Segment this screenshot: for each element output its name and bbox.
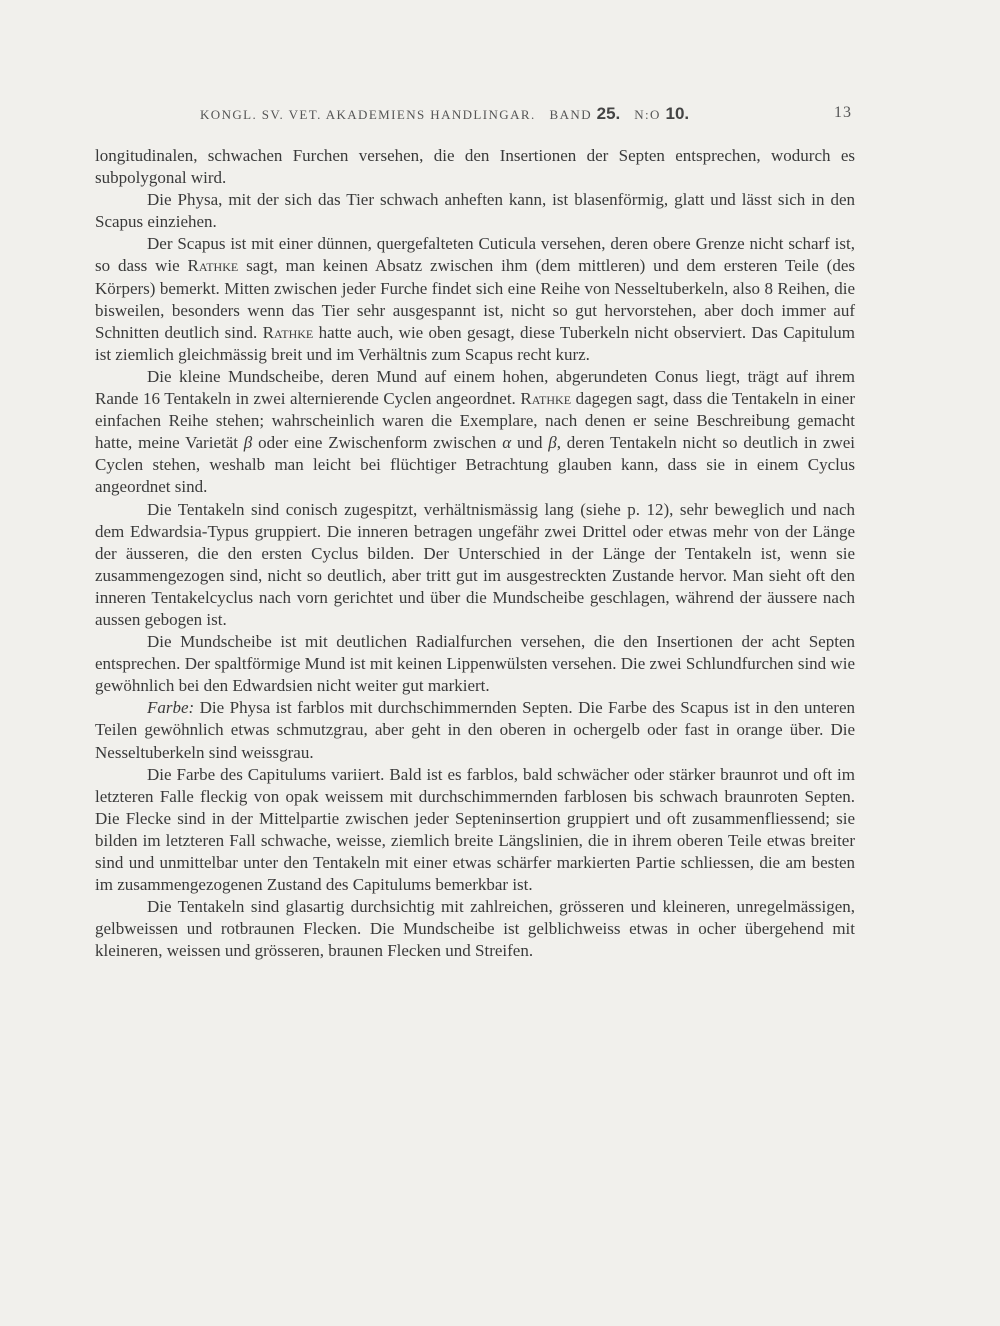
paragraph: Die Mundscheibe ist mit deutlichen Radialfurchen versehen, die den Insertionen der acht Septen entsprechen. Der spaltförmige Mund ist mit keinen Lippenwülsten versehen. Die zwei Schlundfurchen sind wie gewöhnlich bei den Edwardsien nicht weiter gut markiert. (95, 632, 855, 696)
author-name: Rathke (262, 322, 314, 342)
greek-letter: β (243, 433, 253, 453)
journal-title: KONGL. SV. VET. AKADEMIENS HANDLINGAR. (200, 107, 536, 122)
band-number: 25. (596, 104, 621, 123)
paragraph: Die kleine Mundscheibe, deren Mund auf einem hohen, abgerundeten Conus liegt, trägt auf ihrem Rande 16 Tentakeln in zwei alternierende Cyclen angeordnet. Rathke dagegen sagt, dass die Tentakeln in einer einfachen Reihe stehen; wahrscheinlich waren die Exemplare, nach denen er seine Beschreibung gemacht hatte, meine Varietät β oder eine Zwischenform zwischen α und β, deren Tentakeln nicht so deutlich in zwei Cyclen stehen, weshalb man leicht bei flüchtiger Betrachtung glauben kann, dass sie in einem Cyclus angeordnet sind. (95, 366, 855, 497)
page-number: 13 (834, 104, 852, 121)
greek-letter: β (548, 433, 557, 453)
paragraph: Farbe: Die Physa ist farblos mit durchschimmernden Septen. Die Farbe des Scapus ist in den unteren Teilen gewöhnlich etwas schmutzgrau, aber geht in den oberen in ochergelb oder fast in orange über. Die Nesseltuberkeln sind weissgrau. (95, 698, 855, 762)
paragraph: Die Physa, mit der sich das Tier schwach anheften kann, ist blasenförmig, glatt und lässt sich in den Scapus einziehen. (95, 190, 855, 232)
author-name: Rathke (520, 389, 572, 409)
running-header (200, 104, 860, 124)
paragraph: Die Farbe des Capitulums variiert. Bald ist es farblos, bald schwächer oder stärker braunrot und oft im letzteren Falle fleckig von opak weissem mit durchschimmernden farblosen bis schwach braunroten Septen. Die Flecke sind in der Mittelpartie zwischen jeder Septeninsertion gruppiert und oft zusammenfliessend; sie bilden im letzteren Fall schwache, weisse, ziemlich breite Längslinien, die in ihrem oberen Teile etwas breiter sind und unmittelbar unter den Tentakeln mit einer etwas schärfer markierten Partie schliessen, die am besten im zusammengezogenen Zustand des Capitulums bemerkbar ist. (95, 764, 855, 895)
issue-number: 10. (665, 104, 690, 123)
paragraph: longitudinalen, schwachen Furchen versehen, die den Insertionen der Septen entsprechen, wodurch es subpolygonal wird. (95, 146, 855, 188)
body-text (95, 145, 855, 962)
greek-letter: α (502, 433, 512, 453)
author-name: Rathke (187, 256, 239, 276)
band-label: BAND (549, 107, 592, 122)
paragraph: Der Scapus ist mit einer dünnen, quergefalteten Cuticula versehen, deren obere Grenze nicht scharf ist, so dass wie Rathke sagt, man keinen Absatz zwischen ihm (dem mittleren) und dem ersteren Teile (des Körpers) bemerkt. Mitten zwischen jeder Furche findet sich eine Reihe von Nesseltuberkeln, also 8 Reihen, die bisweilen, besonders wenn das Tier sehr ausgespannt ist, nicht so gut hervorstehen, aber doch immer auf Schnitten deutlich sind. Rathke hatte auch, wie oben gesagt, diese Tuberkeln nicht observiert. Das Capitulum ist ziemlich gleichmässig breit und im Verhältnis zum Scapus recht kurz. (95, 234, 855, 364)
paragraph: Die Tentakeln sind glasartig durchsichtig mit zahlreichen, grösseren und kleineren, unregelmässigen, gelbweissen und rotbraunen Flecken. Die Mundscheibe ist gelblichweiss etwas in ocher übergehend mit kleineren, weissen und grösseren, braunen Flecken und Streifen. (95, 897, 855, 961)
number-label: N:O (634, 107, 661, 122)
section-label: Farbe: (147, 698, 195, 718)
paragraph: Die Tentakeln sind conisch zugespitzt, verhältnismässig lang (siehe p. 12), sehr beweglich und nach dem Edwardsia-Typus gruppiert. Die inneren betragen ungefähr zwei Drittel oder etwas mehr von der Länge der äusseren, die den ersten Cyclus bilden. Der Unterschied in der Länge der Tentakeln ist, wenn sie zusammengezogen sind, nicht so deutlich, aber tritt gut im ausgestreckten Zustande hervor. Man sieht oft den inneren Tentakelcyclus nach vorn gerichtet und über die Mundscheibe geschlagen, während der äussere nach aussen gebogen ist. (95, 499, 855, 629)
